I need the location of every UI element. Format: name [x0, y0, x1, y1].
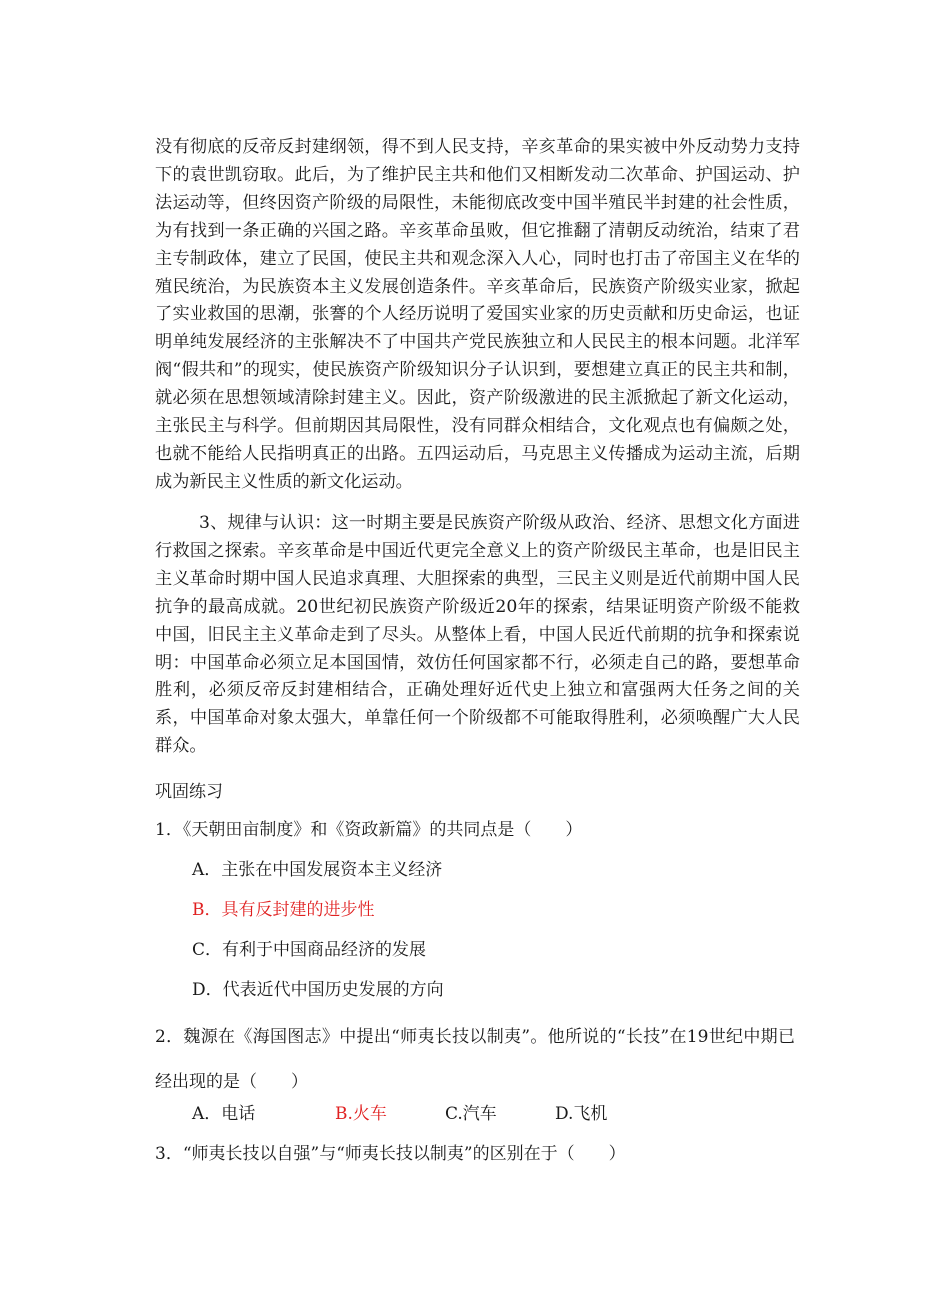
question-2-options — [192, 1100, 607, 1128]
question-2-option-d: D.飞机 — [555, 1104, 608, 1124]
question-1-stem: 1．《天朝田亩制度》和《资政新篇》的共同点是（ ） — [155, 820, 583, 840]
question-2-stem: 2．魏源在《海国图志》中提出“师夷长技以制夷”。他所说的“长技”在19世纪中期已经出现的是（ ） — [155, 1027, 795, 1092]
question-2-option-c: C.汽车 — [445, 1104, 497, 1124]
question-3-stem: 3．“师夷长技以自强”与“师夷长技以制夷”的区别在于（ ） — [155, 1144, 626, 1164]
exercise-heading: 巩固练习 — [155, 782, 223, 802]
question-1-option-b-answer: B．具有反封建的进步性 — [192, 900, 375, 920]
question-2-option-a: A．电话 — [192, 1104, 256, 1124]
question-1-option-c: C．有利于中国商品经济的发展 — [192, 940, 427, 960]
question-1-option-d: D．代表近代中国历史发展的方向 — [192, 980, 444, 1000]
question-1-option-a: A．主张在中国发展资本主义经济 — [192, 860, 443, 880]
question-2-option-b-answer: B.火车 — [335, 1104, 387, 1124]
body-paragraph-2: 3、规律与认识：这一时期主要是民族资产阶级从政治、经济、思想文化方面进行救国之探索。辛亥革命是中国近代更完全意义上的资产阶级民主革命，也是旧民主主义革命时期中国人民追求真理、大胆探索的典型，三民主义则是近代前期中国人民抗争的最高成就。20世纪初民族资产阶级近20年的探索，结果证明资产阶级不能救中国，旧民主主义革命走到了尽头。从整体上看，中国人民近代前期的抗争和探索说明：中国革命必须立足本国国情，效仿任何国家都不行，必须走自己的路，要想革命胜利，必须反帝反封建相结合，正确处理好近代史上独立和富强两大任务之间的关系，中国革命对象太强大，单靠任何一个阶级都不可能取得胜利，必须唤醒广大人民群众。 — [155, 513, 800, 757]
body-paragraph-1: 没有彻底的反帝反封建纲领，得不到人民支持，辛亥革命的果实被中外反动势力支持下的袁世凯窃取。此后，为了维护民主共和他们又相断发动二次革命、护国运动、护法运动等，但终因资产阶级的局限性，未能彻底改变中国半殖民半封建的社会性质，为有找到一条正确的兴国之路。辛亥革命虽败，但它推翻了清朝反动统治，结束了君主专制政体，建立了民国，使民主共和观念深入人心，同时也打击了帝国主义在华的殖民统治，为民族资本主义发展创造条件。辛亥革命后，民族资产阶级实业家，掀起了实业救国的思潮，张謇的个人经历说明了爱国实业家的历史贡献和历史命运，也证明单纯发展经济的主张解决不了中国共产党民族独立和人民民主的根本问题。北洋军阀“假共和”的现实，使民族资产阶级知识分子认识到，要想建立真正的民主共和制，就必须在思想领域清除封建主义。因此，资产阶级激进的民主派掀起了新文化运动，主张民主与科学。但前期因其局限性，没有同群众相结合，文化观点也有偏颇之处，也就不能给人民指明真正的出路。五四运动后，马克思主义传播成为运动主流，后期成为新民主义性质的新文化运动。 — [155, 137, 800, 492]
